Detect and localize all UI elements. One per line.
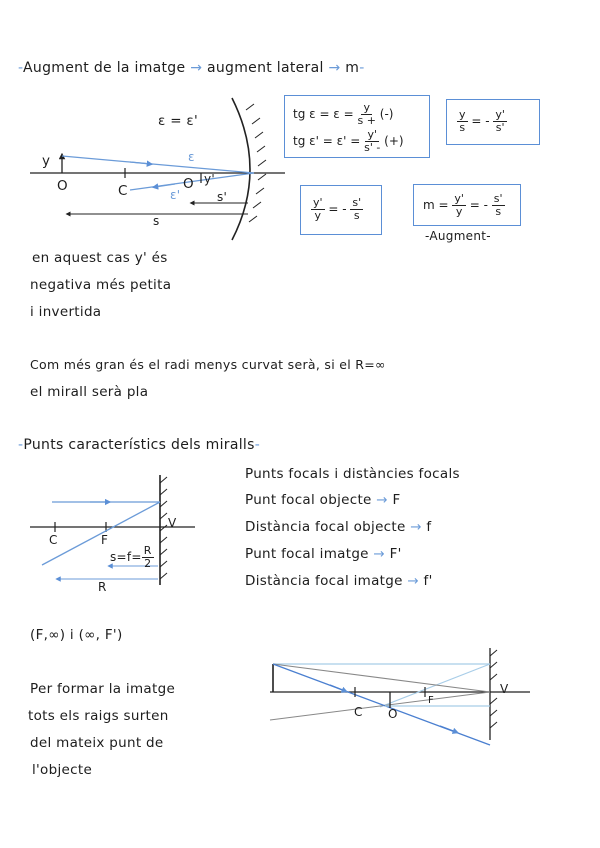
list-item (245, 519, 431, 535)
ratio-left-fraction (457, 109, 468, 134)
m-ratio-formula (311, 197, 363, 222)
r-den: 2 (144, 557, 152, 570)
title-part-b: augment lateral (206, 60, 324, 76)
label-s: s (153, 214, 160, 228)
tangent-eps (293, 102, 393, 127)
label-v-3: V (500, 682, 509, 696)
m2-rnum: s' (352, 196, 362, 209)
note-line-5: el mirall serà pla (30, 384, 149, 400)
title-part-a: Augment de la imatge (23, 60, 186, 76)
section2-suffix: - (254, 437, 261, 453)
ratio-den: s (459, 121, 466, 134)
tg1-left: tg ε = ε = (293, 107, 354, 121)
incident-ray-1 (62, 156, 254, 173)
section2-prefix: - (18, 437, 24, 453)
tg2-num: y' (367, 128, 377, 141)
note2-line-2: tots els raigs surten (28, 708, 169, 724)
list-item-label: Distància focal objecte (245, 519, 406, 535)
ray-blue-arrow (330, 685, 345, 691)
focal-pairs: (F,∞) i (∞, F') (30, 627, 123, 643)
list-item (245, 546, 402, 562)
note2-line-3: del mateix punt de (30, 735, 164, 751)
tg2-den: s' - (364, 141, 381, 154)
m-left: m = (423, 198, 449, 212)
list-item-label: Punt focal imatge (245, 546, 369, 562)
ratio-eq: = - (471, 114, 490, 128)
label-f-2: F (101, 533, 109, 547)
tg1-den: s + (357, 114, 376, 127)
ratio-right-fraction (493, 109, 507, 134)
m-den: y (455, 205, 463, 218)
list-item-value: f' (423, 573, 433, 589)
m2-right-fraction (350, 197, 363, 222)
label-o-object: O (57, 178, 68, 194)
m-rnum: s' (493, 192, 503, 205)
arrow-icon: → (410, 519, 422, 535)
section2-title-text: Punts característics dels miralls (23, 437, 255, 453)
label-c-1: C (118, 183, 128, 199)
list-item-label: Distància focal imatge (245, 573, 403, 589)
list-item-label: Punt focal objecte (245, 492, 372, 508)
augment-label: -Augment- (425, 229, 491, 243)
m2-den: y (314, 209, 322, 222)
label-o-3: O (388, 707, 398, 721)
mirror-hatch-1 (246, 104, 266, 222)
eps-equality: ε = ε' (158, 113, 198, 129)
ratio-num: y (459, 108, 466, 121)
tangent-eps-prime (293, 129, 404, 154)
ratio-formula-box (446, 99, 540, 145)
m-left-fraction (452, 193, 466, 218)
label-s-f (110, 545, 154, 570)
list-item (245, 492, 401, 508)
note2-line-1: Per formar la imatge (30, 681, 176, 697)
ray-parallel-back (380, 664, 490, 707)
list-item-value: f (426, 519, 432, 535)
m-num: y' (454, 192, 464, 205)
magnification-box (413, 184, 521, 226)
tg1-num: y (363, 101, 370, 114)
note-line-2: negativa més petita (30, 277, 172, 293)
m-ratio-box (300, 185, 382, 235)
note2-line-4: l'objecte (32, 762, 93, 778)
title-prefix: - (18, 60, 24, 76)
label-o-vertex: O (183, 176, 194, 192)
label-c-2: C (49, 533, 58, 547)
list-item (245, 573, 433, 589)
label-eps: ε (188, 150, 195, 164)
magnification-formula (423, 193, 505, 218)
ray-through-c (273, 664, 490, 692)
mirror-hatch-2 (160, 477, 167, 579)
arrow-icon: → (376, 492, 388, 508)
mirror-hatch-3 (490, 650, 497, 728)
concave-mirror-1 (232, 98, 250, 240)
label-c-3: C (354, 705, 363, 719)
title-suffix: - (359, 60, 365, 76)
note-line-1: en aquest cas y' és (32, 250, 168, 266)
label-f-3: F (428, 695, 435, 706)
ratio-rden: s' (495, 121, 505, 134)
label-eps-prime: ε' (170, 188, 181, 202)
list-item-value: F (392, 492, 401, 508)
m-eq: = - (469, 198, 488, 212)
label-y-prime: y' (204, 172, 216, 186)
diagram3-ray-tracing (270, 648, 530, 745)
tangent-formulas-box (284, 95, 430, 158)
title-part-c: m (345, 60, 360, 76)
arrow-icon: → (407, 573, 419, 589)
ratio-rnum: y' (495, 108, 505, 121)
label-r: R (98, 580, 107, 594)
tg1-sign: (-) (379, 107, 394, 121)
m2-left-fraction (311, 197, 325, 222)
s-f-eq: s=f= (110, 550, 142, 564)
title-arrow-icon: → (190, 60, 203, 76)
r-num: R (143, 544, 152, 557)
tg2-fraction (364, 129, 380, 154)
m-right-fraction (492, 193, 505, 218)
r-half-fraction (142, 545, 154, 570)
label-s-prime: s' (217, 190, 228, 204)
reflected-ray-arrow (155, 184, 175, 187)
ray-blue-arrow-2 (440, 726, 456, 732)
m2-rden: s (353, 209, 360, 222)
tg2-sign: (+) (384, 134, 404, 148)
m-rden: s (495, 205, 502, 218)
note-line-3: i invertida (30, 304, 102, 320)
title-arrow-icon-2: → (328, 60, 341, 76)
m2-num: y' (313, 196, 323, 209)
focal-list-heading: Punts focals i distàncies focals (245, 466, 460, 482)
list-item-value: F' (389, 546, 402, 562)
m2-eq: = - (328, 202, 347, 216)
label-v-2: V (168, 516, 177, 530)
note-line-4: Com més gran és el radi menys curvat serà, si el R=∞ (30, 357, 386, 372)
section2-title (18, 437, 260, 453)
tg1-fraction (358, 102, 376, 127)
ratio-formula (457, 109, 507, 134)
label-y: y (42, 153, 51, 169)
tg2-left: tg ε' = ε' = (293, 134, 361, 148)
arrow-icon: → (373, 546, 386, 562)
